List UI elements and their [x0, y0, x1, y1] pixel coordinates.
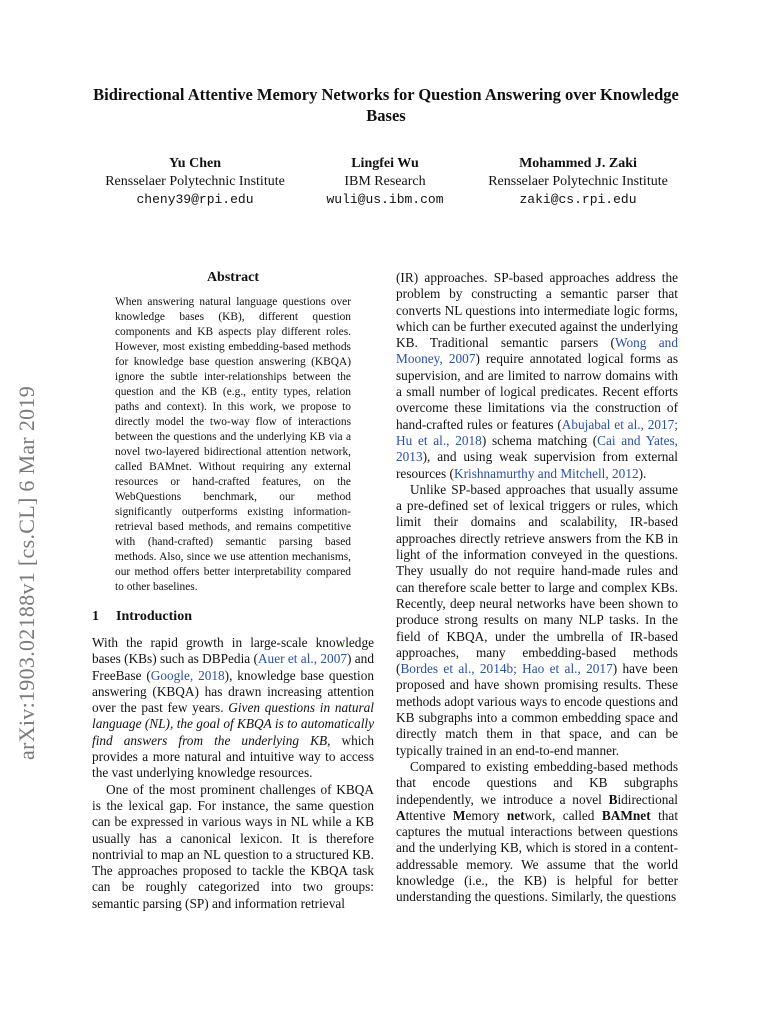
- bold-text: M: [452, 807, 466, 823]
- bold-text: A: [396, 807, 406, 823]
- author-block: [0, 155, 768, 215]
- abstract-text: When answering natural language questions over knowledge bases (KB), different question components and KB aspects play different roles. However, most existing embedding-based methods for knowledge base question answering (KBQA) ignore the subtle inter-relationships between the question and the KB (e.g., entity types, relation paths and context). In this work, we propose to directly model the two-way flow of interactions between the questions and the underlying KB via a novel two-layered bidirectional attention network, called BAMnet. Without requiring any external resources or hand-crafted features, on the WebQuestions benchmark, our method significantly outperforms existing information-retrieval based methods, and remains competitive with (hand-crafted) semantic parsing based methods. Also, since we use attention mechanisms, our method offers better interpretability compared to other baselines.: [115, 296, 351, 593]
- bold-text: B: [608, 791, 618, 807]
- text-span: Compared to existing embedding-based methods that encode questions and KB subgraphs independently, we introduce a novel: [396, 758, 678, 807]
- author-name: Yu Chen: [168, 156, 221, 171]
- text-span: that captures the mutual interactions between questions and the underlying KB, which is stored in a content-addressable memory. We assume that the world knowledge (i.e., the KB) is helpful for better understanding the questions. Similarly, the questions: [396, 807, 679, 905]
- bold-text: BAMnet: [601, 807, 651, 823]
- left-column: [92, 270, 374, 912]
- author-affiliation: Rensselaer Polytechnic Institute: [488, 174, 668, 189]
- text-span: ), and using weak supervision from external resources (: [396, 449, 678, 481]
- citation-link[interactable]: Auer et al., 2007: [257, 651, 347, 667]
- text-span: emory: [465, 807, 507, 823]
- text-span: idirectional: [617, 791, 678, 807]
- section-number: 1: [92, 609, 99, 624]
- citation-link[interactable]: Bordes et al., 2014b; Hao et al., 2017: [400, 661, 613, 677]
- text-span: ) schema matching (: [481, 432, 598, 448]
- text-span: With the rapid growth in large-scale knowledge bases (KBs) such as DBPedia (: [92, 635, 374, 667]
- author-email: cheny39@rpi.edu: [136, 192, 254, 207]
- section-title: Introduction: [116, 609, 192, 624]
- citation-link[interactable]: Cai and Yates, 2013: [396, 432, 678, 465]
- author-email: zaki@cs.rpi.edu: [519, 192, 637, 207]
- intro-paragraph-5: [396, 759, 678, 906]
- text-span: work, called: [524, 807, 602, 823]
- text-span: (IR) approaches. SP-based approaches address the problem by constructing a semantic parser that converts NL questions into intermediate logic forms, which can be further executed against the underlying KB. Traditional semantic parsers (: [396, 270, 678, 351]
- intro-paragraph-4: [396, 482, 678, 759]
- paper-title: Bidirectional Attentive Memory Networks for Question Answering over Knowledge Bases: [93, 85, 679, 125]
- citation-link[interactable]: Abujabal et al., 2017; Hu et al., 2018: [396, 416, 678, 448]
- text-span: ) require annotated logical forms as supervision, and are limited to narrow domains with a small number of logical predicates. Recent efforts overcome these limitations via the construction of hand-crafted rules or features (: [396, 351, 678, 432]
- author-affiliation: Rensselaer Polytechnic Institute: [105, 174, 285, 189]
- text-span: ) and FreeBase (: [92, 651, 374, 683]
- text-span: ttentive: [405, 807, 453, 823]
- bold-text: net: [506, 807, 525, 823]
- intro-paragraph-3: [396, 270, 678, 482]
- author-email: wuli@us.ibm.com: [326, 192, 444, 207]
- citation-link[interactable]: Google, 2018: [150, 667, 225, 683]
- intro-paragraph-1: [92, 635, 374, 782]
- citation-link[interactable]: Krishnamurthy and Mitchell, 2012: [453, 465, 639, 481]
- author-name: Lingfei Wu: [351, 156, 419, 171]
- author-name: Mohammed J. Zaki: [519, 156, 637, 171]
- author-1: [80, 155, 310, 209]
- citation-link[interactable]: Wong and Mooney, 2007: [396, 335, 678, 367]
- text-span: ), knowledge base question answering (KBQA) has drawn increasing attention over the past few years.: [92, 667, 374, 716]
- arxiv-identifier: arXiv:1903.02188v1 [cs.CL] 6 Mar 2019: [14, 385, 39, 760]
- abstract-heading: Abstract: [206, 270, 260, 285]
- section-heading-introduction: [92, 609, 374, 625]
- right-column: [396, 270, 678, 906]
- author-2: [300, 155, 470, 209]
- text-span: , which provides a more natural and intuitive way to access the vast underlying knowledge resources.: [92, 732, 374, 781]
- author-3: [464, 155, 692, 209]
- author-affiliation: IBM Research: [344, 174, 426, 189]
- text-span: ).: [638, 465, 647, 481]
- text-span: Unlike SP-based approaches that usually assume a pre-defined set of lexical triggers or rules, which limit their domains and scalability, IR-based approaches directly retrieve answers from the KB in light of the information conveyed in the questions. They usually do not require hand-made rules and can therefore scale better to large and complex KBs. Recently, deep neural networks have been shown to produce strong results on many NLP tasks. In the field of KBQA, under the umbrella of IR-based approaches, many embedding-based methods (: [396, 481, 678, 677]
- emphasized-text: Given questions in natural language (NL), the goal of KBQA is to automatically find answers from the underlying KB: [92, 700, 374, 748]
- text-span: ) have been proposed and have shown promising results. These methods adopt various ways to encode questions and KB subgraphs into a common embedding space and directly match them in that space, and can be typically trained in an end-to-end manner.: [396, 661, 678, 758]
- intro-paragraph-2: One of the most prominent challenges of KBQA is the lexical gap. For instance, the same question can be expressed in various ways in NL while a KB usually has a canonical lexicon. It is therefore nontrivial to map an NL question to a structured KB. The approaches proposed to tackle the KBQA task can be roughly categorized into two groups: semantic parsing (SP) and information retrieval: [92, 781, 374, 911]
